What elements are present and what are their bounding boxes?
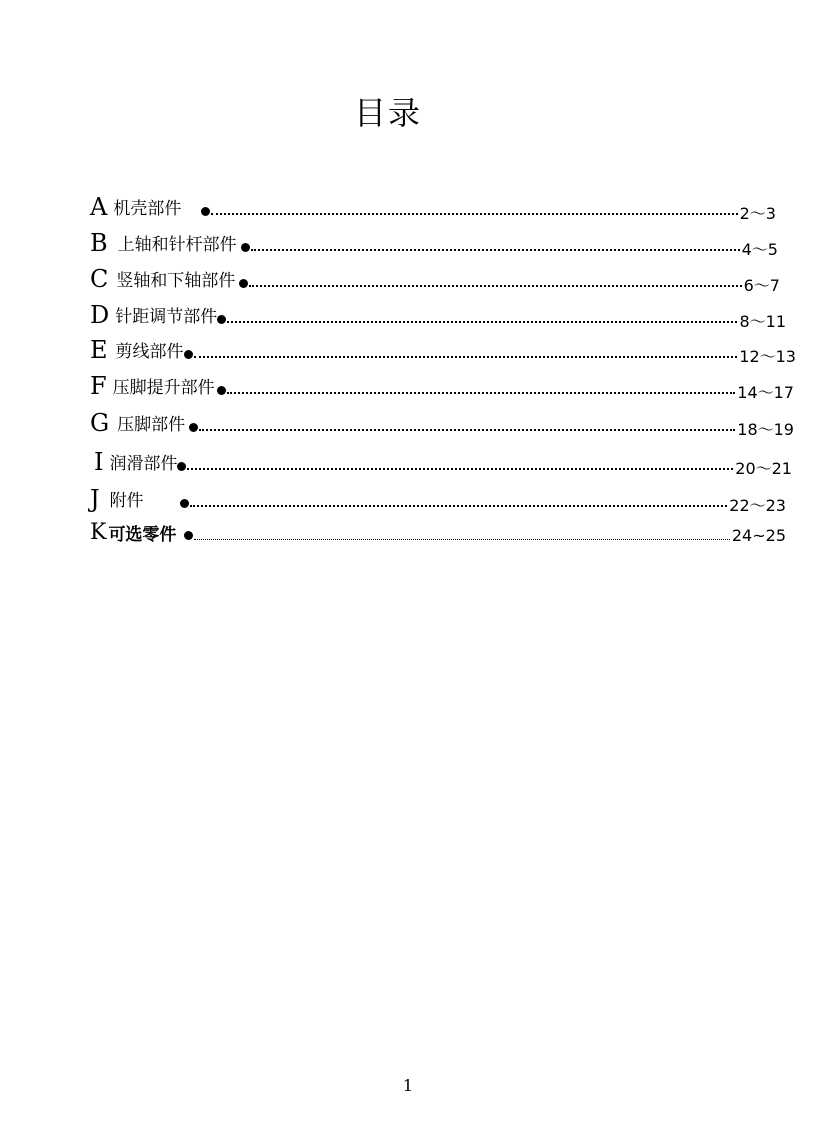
toc-entry-label: 润滑部件	[109, 454, 178, 474]
bullet-dot-icon	[217, 315, 226, 324]
toc-entry-pages: 14～17	[737, 383, 794, 402]
page-number: 1	[402, 1076, 414, 1095]
bullet-dot-icon	[201, 207, 210, 216]
toc-entry-pages: 8～11	[739, 312, 786, 331]
toc-entry-label: 剪线部件	[115, 342, 184, 362]
dot-leader	[227, 321, 737, 323]
toc-entry-c[interactable]	[90, 262, 796, 295]
toc-entry-i[interactable]	[90, 445, 796, 478]
bullet-dot-icon	[180, 499, 189, 508]
toc-entry-letter: C	[90, 265, 109, 293]
dot-leader	[227, 392, 736, 394]
toc-entry-g[interactable]	[90, 406, 796, 439]
dot-leader	[251, 249, 740, 251]
toc-entry-pages: 18～19	[737, 420, 794, 439]
toc-entry-letter: J	[90, 485, 100, 513]
toc-entry-letter: G	[90, 409, 110, 437]
toc-entry-pages: 20～21	[735, 459, 792, 478]
toc-entry-label: 压脚部件	[117, 415, 186, 435]
toc-entry-letter: I	[94, 448, 104, 476]
toc-entry-label: 上轴和针杆部件	[117, 235, 237, 255]
toc-entry-pages: 22～23	[729, 496, 786, 515]
toc-entry-label: 附件	[109, 491, 144, 511]
toc-entry-letter: F	[90, 372, 107, 400]
toc-entry-letter: E	[90, 336, 108, 364]
dot-leader	[249, 285, 741, 287]
toc-entry-letter: K	[90, 520, 107, 545]
bullet-dot-icon	[239, 279, 248, 288]
bullet-dot-icon	[217, 386, 226, 395]
toc-entry-pages: 12～13	[739, 347, 796, 366]
dot-leader	[199, 429, 735, 431]
bullet-dot-icon	[241, 243, 250, 252]
dot-leader	[211, 213, 737, 215]
toc-entry-letter: B	[90, 229, 108, 257]
toc-entry-j[interactable]	[90, 482, 796, 515]
toc-entry-label: 可选零件	[108, 525, 177, 545]
page-title: 目录	[353, 94, 422, 132]
toc-entry-f[interactable]	[90, 369, 796, 402]
toc-entry-label: 机壳部件	[113, 199, 182, 219]
toc-entry-letter: A	[90, 193, 108, 221]
toc-entry-label: 压脚提升部件	[112, 378, 215, 398]
bullet-dot-icon	[184, 350, 193, 359]
toc-entry-pages: 24~25	[731, 526, 786, 545]
dot-leader	[194, 356, 738, 358]
toc-entry-pages: 2～3	[739, 204, 776, 223]
toc-entry-k[interactable]	[90, 516, 796, 546]
bullet-dot-icon	[184, 531, 193, 540]
toc-entry-pages: 4～5	[741, 240, 778, 259]
bullet-dot-icon	[177, 462, 186, 471]
toc-entry-label: 竖轴和下轴部件	[116, 271, 236, 291]
toc-entry-label: 针距调节部件	[115, 307, 218, 327]
dot-leader	[190, 505, 728, 507]
dot-leader	[187, 468, 733, 470]
toc-entry-letter: D	[90, 301, 110, 329]
dot-leader	[194, 539, 729, 540]
toc-entry-a[interactable]	[90, 190, 796, 223]
toc-entry-pages: 6～7	[743, 276, 780, 295]
toc-entry-d[interactable]	[90, 298, 796, 331]
bullet-dot-icon	[189, 423, 198, 432]
toc-entry-b[interactable]	[90, 226, 796, 259]
toc-entry-e[interactable]	[90, 333, 796, 366]
